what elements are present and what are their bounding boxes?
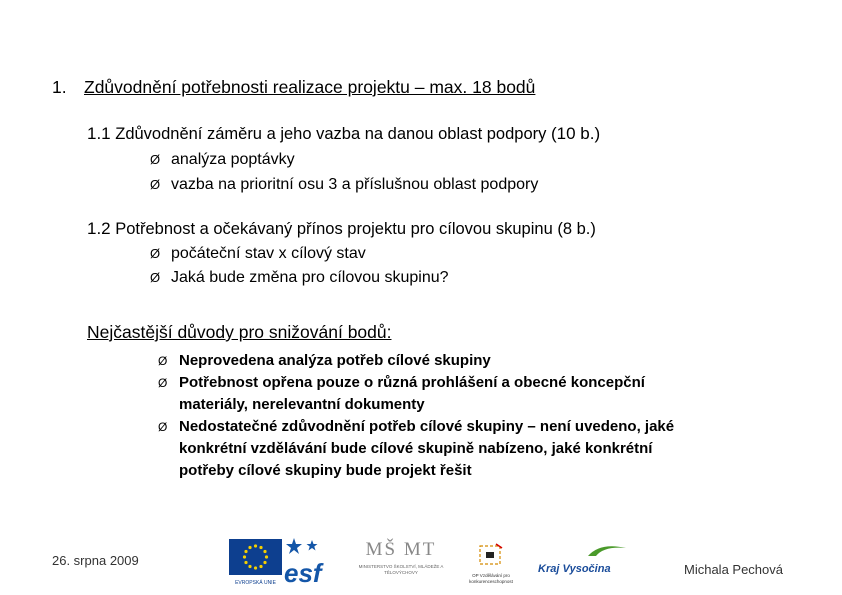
- msmt-logo: [358, 536, 444, 582]
- reason-text-continued: potřeby cílové skupiny bude projekt řešit: [179, 462, 472, 479]
- msmt-text: MŠ MT: [365, 539, 437, 560]
- kraj-vysocina-text: Kraj Vysočina: [538, 563, 611, 575]
- arrow-bullet-icon: Ø: [150, 270, 161, 285]
- footer-author: Michala Pechová: [684, 562, 783, 577]
- arrow-bullet-icon: Ø: [150, 177, 161, 192]
- bullet-text: analýza poptávky: [171, 151, 295, 168]
- arrow-bullet-icon: Ø: [150, 246, 161, 261]
- section-number: 1.2: [87, 219, 111, 238]
- reason-text: Nedostatečné zdůvodnění potřeb cílové skupiny – není uvedeno, jaké: [179, 418, 675, 435]
- section-text: Potřebnost a očekávaný přínos projektu pro cílovou skupinu (8 b.): [115, 220, 596, 238]
- reason-text-continued: konkrétní vzdělávání bude cílové skupině nabízeno, jaké konkrétní: [179, 440, 653, 457]
- arrow-bullet-icon: Ø: [158, 354, 168, 368]
- list-item: [158, 350, 491, 372]
- eu-logo: [229, 539, 282, 586]
- section-heading-1-1: [87, 124, 600, 144]
- kraj-vysocina-logo: [538, 544, 628, 574]
- eu-flag-icon: [229, 539, 282, 575]
- section-points: (10 b.): [550, 124, 601, 143]
- footer-date: 26. srpna 2009: [52, 553, 139, 568]
- bullet-text: Jaká bude změna pro cílovou skupinu?: [171, 269, 449, 286]
- op-vk-logo: [460, 538, 522, 582]
- title-number: 1.: [52, 77, 67, 97]
- reason-text-continued: materiály, nerelevantní dokumenty: [179, 396, 425, 413]
- section-number: 1.1: [87, 124, 111, 143]
- list-item: [150, 176, 538, 194]
- list-item: [158, 372, 645, 394]
- esf-logo: [284, 536, 338, 588]
- reason-text: Potřebnost opřena pouze o různá prohlášení a obecné koncepční: [179, 374, 645, 391]
- list-item: [158, 416, 674, 438]
- section-heading-1-2: [87, 219, 596, 239]
- bullet-text: vazba na prioritní osu 3 a příslušnou oblast podpory: [171, 176, 539, 193]
- op-vk-caption: OP Vzdělávání pro konkurenceschopnost: [469, 573, 513, 584]
- list-item: [150, 269, 449, 287]
- esf-text: esf: [284, 558, 322, 588]
- esf-stars-icon: [284, 536, 338, 556]
- list-item: [150, 151, 295, 169]
- list-item: [150, 245, 366, 263]
- reasons-title: Nejčastější důvody pro snižování bodů:: [87, 322, 392, 342]
- op-vk-icon: [460, 538, 522, 568]
- arrow-bullet-icon: Ø: [150, 152, 161, 167]
- kraj-vysocina-swoosh-icon: [538, 544, 628, 558]
- bullet-text: počáteční stav x cílový stav: [171, 245, 366, 262]
- reason-text: Neprovedena analýza potřeb cílové skupiny: [179, 352, 491, 369]
- section-text: Zdůvodnění záměru a jeho vazba na danou oblast podpory: [115, 125, 547, 143]
- title-text: Zdůvodnění potřebnosti realizace projektu – max. 18 bodů: [84, 77, 536, 97]
- arrow-bullet-icon: Ø: [158, 420, 168, 434]
- arrow-bullet-icon: Ø: [158, 376, 168, 390]
- page-title: [52, 77, 535, 98]
- eu-caption: EVROPSKÁ UNIE: [235, 580, 276, 586]
- msmt-caption: MINISTERSTVO ŠKOLSTVÍ, MLÁDEŽE A TĚLOVÝCHOVY: [358, 564, 444, 575]
